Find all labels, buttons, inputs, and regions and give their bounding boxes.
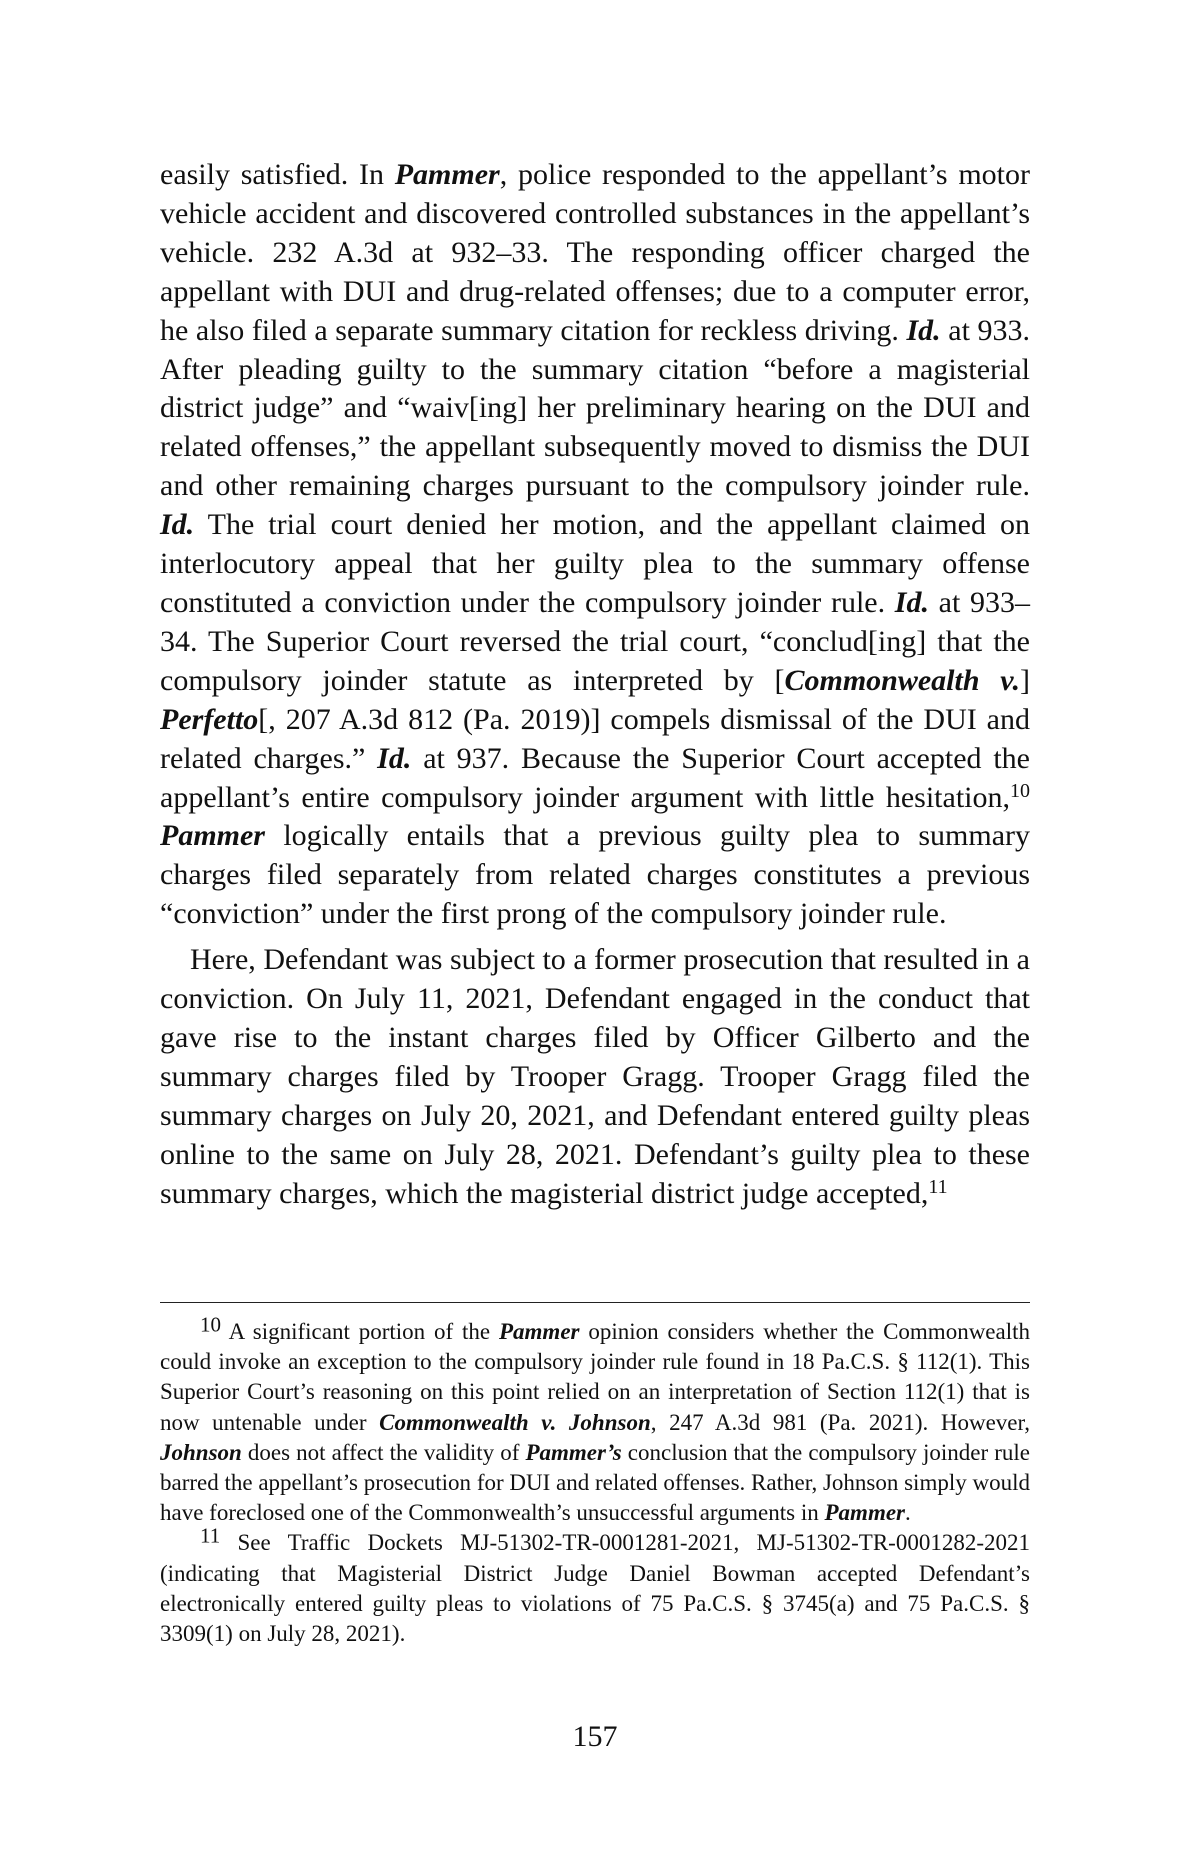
case-name-commonwealth: Commonwealth v.: [784, 663, 1021, 697]
text-run: at 937. Because the Superior Court accepted the appellant’s entire compulsory joinder argument with little hesitation,: [160, 741, 1030, 814]
text-run: See Traffic Dockets MJ-51302-TR-0001281-2021, MJ-51302-TR-0001282-2021 (indicating that Magisterial District Judge Daniel Bowman accepted Defendant’s electronically entered guilty pleas to violations of 75 Pa.C.S. § 3745(a) and 75 Pa.C.S. § 3309(1) on July 28, 2021).: [160, 1530, 1030, 1647]
text-run: at 933–34. The Superior Court reversed the trial court, “conclud[ing] that the compulsory joinder statute as interpreted by [: [160, 585, 1031, 697]
text-run: logically entails that a previous guilty plea to summary charges filed separately from related charges constitutes a previous “conviction” under the first prong of the compulsory joinder rule.: [160, 819, 1030, 931]
case-name-pammer: Pammer: [824, 1500, 905, 1526]
footnote-ref-11[interactable]: 11: [928, 1175, 948, 1198]
case-name-johnson: Johnson: [160, 1439, 242, 1465]
text-run: easily satisfied. In: [160, 158, 395, 191]
case-name-pammer: Pammer’s: [525, 1439, 622, 1465]
footnote-11: [160, 1524, 1030, 1649]
case-name-pammer: Pammer: [498, 1319, 580, 1344]
text-run: , 247 A.3d 981 (Pa. 2021). However,: [650, 1409, 1030, 1435]
citation-id: Id.: [894, 585, 929, 619]
footnotes: [160, 1312, 1030, 1649]
text-run: Here, Defendant was subject to a former prosecution that resulted in a conviction. On July 11, 2021, Defendant engaged in the conduct that gave rise to the instant charges filed by Officer Gilberto and the summary charges filed by Trooper Gragg. Trooper Gragg filed the summary charges on July 20, 2021, and Defendant entered guilty pleas online to the same on July 28, 2021. Defendant’s guilty plea to these summary charges, which the magisterial district judge accepted,: [160, 943, 1030, 1210]
text-run: .: [905, 1500, 911, 1526]
text-run: The trial court denied her motion, and the appellant claimed on interlocutory appeal that her guilty plea to the summary offense constituted a conviction under the compulsory joinder rule.: [160, 508, 1030, 619]
case-name-perfetto: Perfetto: [160, 702, 259, 736]
case-name-johnson: Commonwealth v. Johnson: [379, 1409, 651, 1435]
footnote-number: 10: [200, 1312, 221, 1337]
citation-id: Id.: [906, 313, 941, 347]
text-run: opinion considers whether the Commonwealth could invoke an exception to the compulsory joinder rule found in 18 Pa.C.S. § 112(1). This Superior Court’s reasoning on this point relied on an interpretation of Section 112(1) that is now untenable under: [160, 1319, 1030, 1435]
case-name-pammer: Pammer: [160, 819, 265, 853]
main-text: [160, 156, 1030, 1213]
footnote-10: [160, 1312, 1030, 1528]
citation-id: Id.: [377, 741, 412, 775]
text-run: A significant portion of the: [221, 1319, 499, 1344]
text-run: ]: [1020, 663, 1031, 697]
page-number: 157: [572, 1720, 618, 1753]
footnote-number: 11: [200, 1524, 221, 1549]
footnote-divider: [160, 1302, 1030, 1303]
footnote-ref-10[interactable]: 10: [1010, 779, 1030, 802]
text-run: does not affect the validity of: [241, 1439, 526, 1465]
paragraph-defendant: [160, 941, 1030, 1213]
case-name-pammer: Pammer: [394, 158, 500, 191]
text-run: at 933. After pleading guilty to the summary citation “before a magisterial district judge” and “waiv[ing] her preliminary hearing on the DUI and related offenses,” the appellant subsequently moved to dismiss the DUI and other remaining charges pursuant to the compulsory joinder rule.: [160, 313, 1031, 503]
text-run: [, 207 A.3d 812 (Pa. 2019)] compels dismissal of the DUI and related charges.”: [160, 702, 1030, 775]
citation-id: Id.: [160, 508, 195, 542]
text-run: , police responded to the appellant’s motor vehicle accident and discovered controlled substances in the appellant’s vehicle. 232 A.3d at 932–33. The responding officer charged the appellant with DUI and drug-related offenses; due to a computer error, he also filed a separate summary citation for reckless driving.: [160, 158, 1030, 347]
paragraph-pammer: [160, 156, 1030, 934]
text-run: conclusion that the compulsory joinder rule barred the appellant’s prosecution for DUI and related offenses. Rather, Johnson simply would have foreclosed one of the Commonwealth’s unsuccessful arguments in: [160, 1439, 1030, 1526]
